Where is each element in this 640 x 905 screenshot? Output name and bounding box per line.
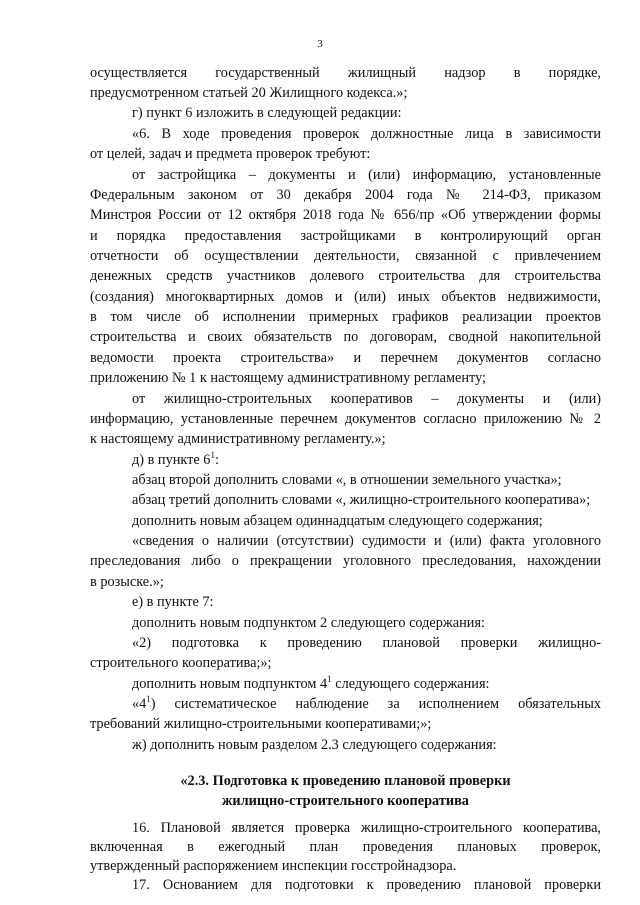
text-line: (создания) многоквартирных домов и (или) иных объектов недвижимости, bbox=[90, 289, 601, 305]
text-line: предусмотренном статьей 20 Жилищного кодекса.»; bbox=[90, 85, 408, 101]
text-line: ж) дополнить новым разделом 2.3 следующего содержания: bbox=[132, 737, 497, 753]
text-line: строительства и своих обязательств по договорам, сводной накопительной bbox=[90, 329, 601, 345]
section-heading: «2.3. Подготовка к проведению плановой проверки bbox=[180, 773, 511, 789]
text-line: «2) подготовка к проведению плановой проверки жилищно- bbox=[132, 635, 601, 651]
text-fragment: : bbox=[214, 452, 219, 468]
text-line: «6. В ходе проведения проверок должностные лица в зависимости bbox=[132, 126, 601, 142]
superscript: 1 bbox=[327, 674, 332, 685]
text-line: Минстроя России от 12 октября 2018 года № 656/пр «Об утверждении формы bbox=[90, 207, 601, 223]
text-line: от застройщика – документы и (или) информацию, установленные bbox=[132, 167, 601, 183]
text-line bbox=[132, 674, 601, 694]
text-line bbox=[132, 694, 601, 714]
text-line: от целей, задач и предмета проверок требуют: bbox=[90, 146, 371, 162]
text-line: преследования либо о прекращении уголовного преследования, нахождении bbox=[90, 553, 601, 569]
text-line: ведомости проекта строительства» и перечнем документов согласно bbox=[90, 350, 601, 366]
text-line: е) в пункте 7: bbox=[132, 594, 214, 610]
text-fragment: д) в пункте 6 bbox=[132, 452, 211, 468]
text-line: требований жилищно-строительными кооперативами;»; bbox=[90, 716, 432, 732]
text-line: включенная в ежегодный план проведения плановых проверок, bbox=[90, 839, 601, 855]
text-line: и порядка предоставления застройщиками в контролирующий орган bbox=[90, 228, 601, 244]
text-line bbox=[132, 450, 601, 470]
text-line: абзац второй дополнить словами «, в отношении земельного участка»; bbox=[132, 472, 562, 488]
page-number: 3 bbox=[317, 38, 323, 50]
text-line: приложению № 1 к настоящему административному регламенту; bbox=[90, 370, 487, 386]
superscript: 1 bbox=[210, 450, 215, 461]
text-line: дополнить новым абзацем одиннадцатым следующего содержания; bbox=[132, 513, 543, 529]
text-line: строительного кооператива;»; bbox=[90, 655, 272, 671]
text-line: г) пункт 6 изложить в следующей редакции: bbox=[132, 105, 402, 121]
text-line: утвержденный распоряжением инспекции госстройнадзора. bbox=[90, 858, 457, 874]
superscript: 1 bbox=[146, 694, 151, 705]
text-line: денежных средств участников долевого строительства для строительства bbox=[90, 268, 601, 284]
text-line: от жилищно-строительных кооперативов – документы и (или) bbox=[132, 391, 601, 407]
section-heading: жилищно-строительного кооператива bbox=[222, 793, 469, 809]
text-line: Федеральным законом от 30 декабря 2004 года № 214-ФЗ, приказом bbox=[90, 187, 601, 203]
text-fragment: дополнить новым подпунктом 4 bbox=[132, 676, 328, 692]
text-line: абзац третий дополнить словами «, жилищно-строительного кооператива»; bbox=[132, 492, 591, 508]
text-line: отчетности об осуществлении деятельности, связанной с привлечением bbox=[90, 248, 601, 264]
text-line: к настоящему административному регламенту.»; bbox=[90, 431, 386, 447]
text-line: в розыске.»; bbox=[90, 574, 164, 590]
text-line: в том числе об исполнении примерных графиков реализации проектов bbox=[90, 309, 601, 325]
text-line: дополнить новым подпунктом 2 следующего содержания: bbox=[132, 615, 485, 631]
text-line: осуществляется государственный жилищный надзор в порядке, bbox=[90, 65, 601, 81]
text-fragment: ) систематическое наблюдение за исполнением обязательных bbox=[150, 696, 601, 712]
text-line: «сведения о наличии (отсутствии) судимости и (или) факта уголовного bbox=[132, 533, 601, 549]
text-line: 16. Плановой является проверка жилищно-строительного кооператива, bbox=[132, 820, 601, 836]
text-line: информацию, установленные перечнем документов согласно приложению № 2 bbox=[90, 411, 601, 427]
text-line: 17. Основанием для подготовки к проведению плановой проверки bbox=[132, 877, 601, 893]
text-fragment: следующего содержания: bbox=[331, 676, 490, 692]
text-fragment: «4 bbox=[132, 696, 147, 712]
